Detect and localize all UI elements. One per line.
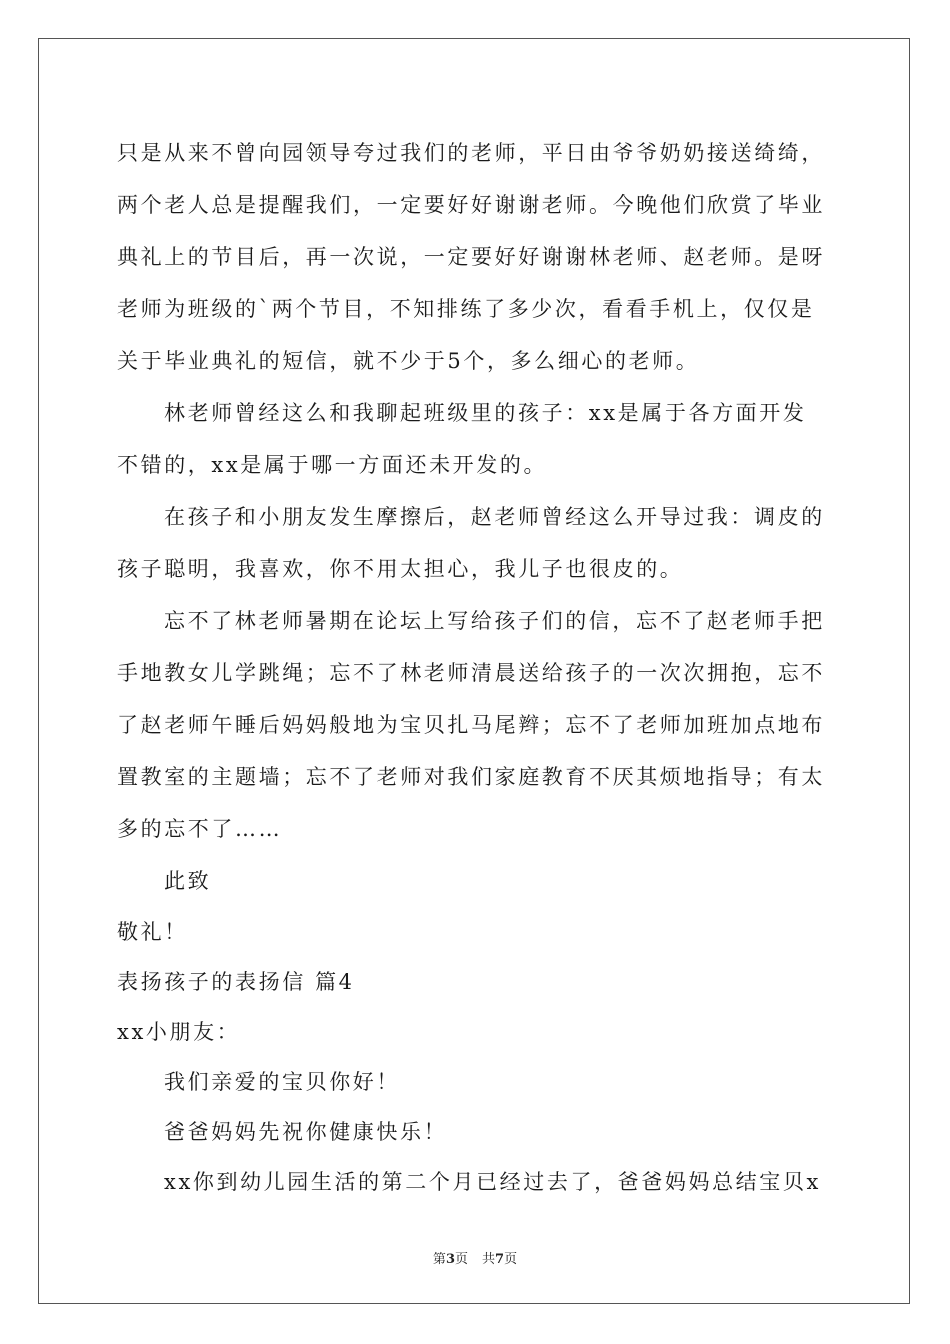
text-line: 多的忘不了…… <box>117 817 283 841</box>
text-line: 爸爸妈妈先祝你健康快乐！ <box>164 1120 448 1144</box>
letter-greeting: xx小朋友： <box>117 1020 241 1044</box>
page-prefix: 第 <box>432 1252 446 1267</box>
total-prefix: 共 <box>482 1252 496 1267</box>
text-line: 关于毕业典礼的短信，就不少于5个，多么细心的老师。 <box>117 349 700 373</box>
text-line: 林老师曾经这么和我聊起班级里的孩子：xx是属于各方面开发 <box>164 401 807 425</box>
text-line: 典礼上的节目后，再一次说，一定要好好谢谢林老师、赵老师。是呀 <box>117 245 825 269</box>
text-line: 了赵老师午睡后妈妈般地为宝贝扎马尾辫；忘不了老师加班加点地布 <box>117 713 825 737</box>
text-line: 两个老人总是提醒我们，一定要好好谢谢老师。今晚他们欣赏了毕业 <box>117 193 825 217</box>
text-line: 手地教女儿学跳绳；忘不了林老师清晨送给孩子的一次次拥抱，忘不 <box>117 661 825 685</box>
closing-regards: 敬礼！ <box>117 920 188 944</box>
closing-salutation: 此致 <box>164 869 212 893</box>
page-suffix: 页 <box>454 1252 468 1267</box>
text-line: 置教室的主题墙；忘不了老师对我们家庭教育不厌其烦地指导；有太 <box>117 765 825 789</box>
total-page-number: 7 <box>495 1252 505 1267</box>
section-heading: 表扬孩子的表扬信 篇4 <box>117 970 355 994</box>
total-suffix: 页 <box>504 1252 518 1267</box>
text-line: 在孩子和小朋友发生摩擦后，赵老师曾经这么开导过我：调皮的 <box>164 505 825 529</box>
page-footer <box>0 1248 950 1267</box>
document-body <box>117 127 837 1207</box>
text-line: 我们亲爱的宝贝你好！ <box>164 1070 400 1094</box>
text-line: 老师为班级的`两个节目，不知排练了多少次，看看手机上，仅仅是 <box>117 297 815 321</box>
text-line: 忘不了林老师暑期在论坛上写给孩子们的信，忘不了赵老师手把 <box>164 609 825 633</box>
text-line: 不错的，xx是属于哪一方面还未开发的。 <box>117 453 548 477</box>
current-page-number: 3 <box>445 1252 455 1267</box>
text-line: 只是从来不曾向园领导夸过我们的老师，平日由爷爷奶奶接送绮绮， <box>117 141 825 165</box>
text-line: 孩子聪明，我喜欢，你不用太担心，我儿子也很皮的。 <box>117 557 684 581</box>
text-line: xx你到幼儿园生活的第二个月已经过去了，爸爸妈妈总结宝贝x <box>164 1170 821 1194</box>
